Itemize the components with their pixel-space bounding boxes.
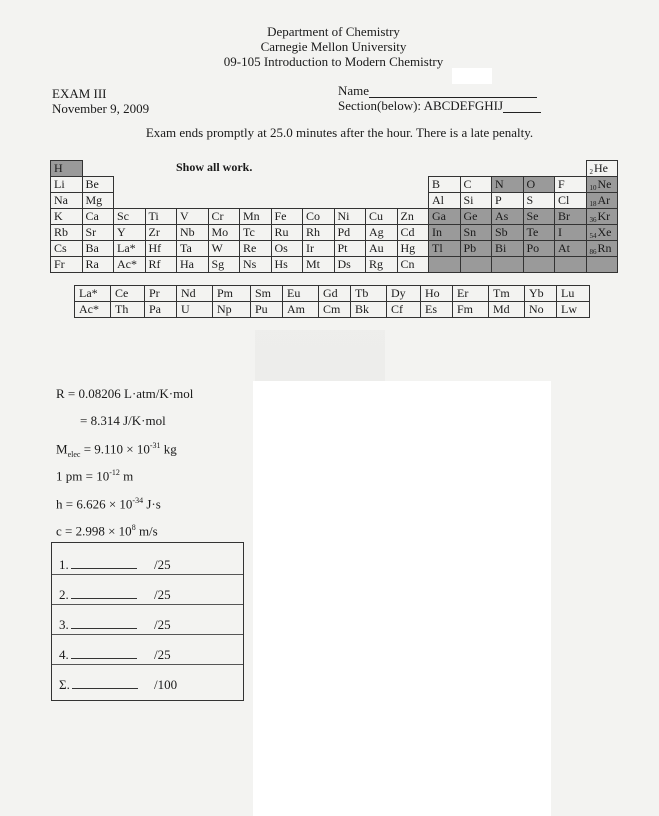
- student-info: [338, 83, 541, 113]
- element-symbol: Ga: [432, 209, 446, 223]
- name-field[interactable]: [369, 85, 537, 98]
- atomic-number: 36: [589, 216, 597, 224]
- element-cell: [554, 240, 587, 257]
- f-element-cell: Fm: [452, 301, 489, 318]
- speed-of-light: $c = 2.998 \times 10^8$ m/s: [56, 523, 158, 539]
- element-symbol: Nb: [180, 225, 195, 239]
- element-cell: [176, 224, 209, 241]
- element-cell: [50, 256, 83, 273]
- f-element-cell: Ce: [110, 285, 145, 302]
- element-symbol: Tc: [243, 225, 255, 239]
- element-symbol: Mg: [85, 193, 103, 207]
- f-element-cell: Er: [452, 285, 489, 302]
- element-cell: [145, 208, 178, 225]
- element-symbol: Y: [117, 225, 126, 239]
- element-cell: [271, 208, 304, 225]
- f-element-cell: Pr: [144, 285, 177, 302]
- element-cell: [491, 176, 524, 193]
- f-element-cell: Am: [282, 301, 319, 318]
- element-cell: [82, 240, 115, 257]
- element-cell: [554, 192, 587, 209]
- element-symbol: Mt: [306, 257, 321, 271]
- score-blank[interactable]: [72, 678, 138, 689]
- f-element-cell: Yb: [524, 285, 557, 302]
- department-line: Department of Chemistry: [267, 24, 400, 39]
- f-element-cell: Cm: [318, 301, 351, 318]
- element-cell: [586, 208, 619, 225]
- question-number: Σ.: [59, 677, 70, 692]
- element-cell: [460, 240, 493, 257]
- university-line: Carnegie Mellon University: [260, 39, 407, 54]
- element-cell: [82, 192, 115, 209]
- element-cell: [50, 160, 83, 177]
- element-symbol: Cu: [369, 209, 384, 223]
- element-cell: [302, 240, 335, 257]
- element-cell: [428, 176, 461, 193]
- element-cell: [460, 208, 493, 225]
- element-symbol: Bi: [495, 241, 507, 255]
- element-symbol: Mn: [243, 209, 260, 223]
- element-cell: [145, 224, 178, 241]
- element-symbol: Si: [463, 193, 474, 207]
- element-symbol: Hf: [148, 241, 162, 255]
- max-points: /25: [154, 557, 171, 572]
- element-cell: [208, 208, 241, 225]
- score-divider: [52, 664, 243, 665]
- f-element-cell: Pu: [250, 301, 283, 318]
- element-symbol: Rh: [306, 225, 321, 239]
- element-cell: [491, 256, 524, 273]
- element-symbol: Sb: [495, 225, 508, 239]
- f-element-cell: Dy: [386, 285, 421, 302]
- element-cell: [82, 176, 115, 193]
- element-cell: [586, 192, 619, 209]
- question-number: 3.: [59, 617, 69, 632]
- f-element-cell: Eu: [282, 285, 319, 302]
- element-symbol: Br: [558, 209, 570, 223]
- element-symbol: Rf: [148, 257, 161, 271]
- element-symbol: Pb: [463, 241, 477, 255]
- element-symbol: K: [54, 209, 63, 223]
- element-cell: [113, 208, 146, 225]
- element-symbol: B: [432, 177, 441, 191]
- element-symbol: Xe: [597, 225, 612, 239]
- element-symbol: Po: [526, 241, 540, 255]
- element-cell: [365, 240, 398, 257]
- element-symbol: I: [558, 225, 562, 239]
- element-cell: [334, 256, 367, 273]
- element-symbol: N: [495, 177, 504, 191]
- exam-info: [52, 86, 149, 116]
- element-symbol: Ti: [148, 209, 159, 223]
- element-symbol: H: [54, 161, 63, 175]
- f-element-cell: Lu: [556, 285, 590, 302]
- element-cell: [208, 240, 241, 257]
- element-symbol: Fr: [54, 257, 65, 271]
- f-element-cell: Gd: [318, 285, 351, 302]
- element-cell: [491, 224, 524, 241]
- element-cell: [491, 208, 524, 225]
- element-symbol: Ha: [180, 257, 194, 271]
- element-symbol: As: [495, 209, 509, 223]
- element-cell: [586, 160, 619, 177]
- blank-work-area: [253, 381, 551, 816]
- max-points: /25: [154, 647, 171, 662]
- element-cell: [523, 224, 556, 241]
- score-blank[interactable]: [71, 588, 137, 599]
- element-symbol: V: [180, 209, 189, 223]
- element-cell: [145, 256, 178, 273]
- element-symbol: Sn: [463, 225, 477, 239]
- element-symbol: Co: [306, 209, 321, 223]
- element-cell: [50, 176, 83, 193]
- atomic-number: 18: [589, 200, 597, 208]
- element-symbol: Hg: [400, 241, 416, 255]
- element-symbol: He: [594, 161, 608, 175]
- element-cell: [460, 256, 493, 273]
- element-symbol: Ge: [463, 209, 478, 223]
- element-cell: [50, 240, 83, 257]
- section-field[interactable]: [503, 100, 541, 113]
- element-symbol: Ca: [85, 209, 99, 223]
- element-cell: [397, 240, 430, 257]
- f-element-cell: Tb: [350, 285, 387, 302]
- element-symbol: Cs: [54, 241, 67, 255]
- element-cell: [176, 240, 209, 257]
- element-symbol: Be: [85, 177, 99, 191]
- f-element-cell: Cf: [386, 301, 421, 318]
- f-element-cell: Ac*: [74, 301, 111, 318]
- score-row: [59, 557, 137, 573]
- element-cell: [365, 208, 398, 225]
- element-cell: [113, 256, 146, 273]
- element-symbol: Kr: [597, 209, 611, 223]
- element-cell: [302, 208, 335, 225]
- element-symbol: Pt: [337, 241, 348, 255]
- question-number: 1.: [59, 557, 69, 572]
- f-element-cell: Tm: [488, 285, 525, 302]
- element-symbol: Zr: [148, 225, 160, 239]
- element-cell: [460, 176, 493, 193]
- element-cell: [428, 192, 461, 209]
- element-symbol: Ta: [180, 241, 192, 255]
- element-symbol: Ag: [369, 225, 384, 239]
- score-row: [59, 677, 138, 693]
- element-symbol: Li: [54, 177, 65, 191]
- gas-constant-joule: = 8.314 J/K·mol: [80, 413, 166, 428]
- element-symbol: F: [558, 177, 565, 191]
- max-points: /25: [154, 587, 171, 602]
- f-element-cell: Es: [420, 301, 453, 318]
- element-symbol: Pd: [337, 225, 351, 239]
- electron-mass: $M_{elec} = 9.110 \times 10^{-31}$ kg: [56, 441, 177, 459]
- question-number: 4.: [59, 647, 69, 662]
- course-line: 09-105 Introduction to Modern Chemistry: [223, 54, 444, 69]
- element-symbol: Ne: [597, 177, 612, 191]
- element-cell: [428, 224, 461, 241]
- element-cell: [523, 208, 556, 225]
- element-cell: [302, 256, 335, 273]
- element-cell: [586, 240, 619, 257]
- score-divider: [52, 604, 243, 605]
- f-element-cell: Sm: [250, 285, 283, 302]
- element-symbol: Zn: [400, 209, 414, 223]
- name-label: Name: [338, 83, 370, 98]
- element-symbol: Sr: [85, 225, 97, 239]
- f-element-cell: Md: [488, 301, 525, 318]
- element-symbol: O: [526, 177, 536, 191]
- element-cell: [50, 224, 83, 241]
- element-cell: [586, 176, 619, 193]
- atomic-number: 2: [589, 168, 593, 176]
- element-cell: [554, 256, 587, 273]
- element-cell: [365, 256, 398, 273]
- element-cell: [523, 192, 556, 209]
- element-symbol: Ac*: [117, 257, 137, 271]
- atomic-number: 86: [589, 248, 597, 256]
- element-symbol: Rn: [597, 241, 612, 255]
- element-cell: [334, 224, 367, 241]
- section-label: Section(below): ABCDEFGHIJ: [338, 98, 504, 113]
- element-cell: [428, 256, 461, 273]
- element-symbol: Ir: [306, 241, 314, 255]
- element-symbol: Cd: [400, 225, 415, 239]
- element-cell: [113, 240, 146, 257]
- element-cell: [523, 256, 556, 273]
- f-element-cell: Nd: [176, 285, 213, 302]
- element-symbol: Sc: [117, 209, 129, 223]
- element-cell: [428, 240, 461, 257]
- max-points: /100: [154, 677, 178, 692]
- element-symbol: Ns: [243, 257, 257, 271]
- element-cell: [365, 224, 398, 241]
- element-cell: [271, 256, 304, 273]
- element-symbol: Ni: [337, 209, 350, 223]
- element-symbol: Os: [274, 241, 288, 255]
- element-symbol: Rb: [54, 225, 69, 239]
- element-symbol: Cn: [400, 257, 415, 271]
- element-symbol: Fe: [274, 209, 287, 223]
- element-symbol: Re: [243, 241, 257, 255]
- element-cell: [302, 224, 335, 241]
- element-symbol: Ra: [85, 257, 99, 271]
- element-cell: [460, 192, 493, 209]
- element-symbol: In: [432, 225, 442, 239]
- element-cell: [176, 208, 209, 225]
- element-symbol: W: [211, 241, 223, 255]
- score-row: [59, 647, 137, 663]
- element-symbol: Na: [54, 193, 68, 207]
- element-symbol: Rg: [369, 257, 384, 271]
- exam-notice: Exam ends promptly at 25.0 minutes after the hour. There is a late penalty.: [145, 125, 534, 140]
- score-row: [59, 587, 137, 603]
- element-cell: [334, 208, 367, 225]
- element-cell: [460, 224, 493, 241]
- f-element-cell: Ho: [420, 285, 453, 302]
- element-symbol: Au: [369, 241, 384, 255]
- element-symbol: Cr: [211, 209, 224, 223]
- element-cell: [491, 240, 524, 257]
- element-symbol: Ba: [85, 241, 99, 255]
- element-cell: [208, 224, 241, 241]
- max-points: /25: [154, 617, 171, 632]
- document-header: [0, 24, 659, 69]
- element-symbol: Cl: [558, 193, 570, 207]
- element-cell: [113, 224, 146, 241]
- periodic-table: [50, 160, 617, 272]
- element-cell: [586, 224, 619, 241]
- atomic-number: 10: [589, 184, 597, 192]
- f-element-cell: No: [524, 301, 557, 318]
- element-symbol: S: [526, 193, 534, 207]
- question-number: 2.: [59, 587, 69, 602]
- f-element-cell: Lw: [556, 301, 590, 318]
- element-cell: [239, 256, 272, 273]
- f-element-cell: Pm: [212, 285, 251, 302]
- element-cell: [523, 176, 556, 193]
- element-cell: [554, 176, 587, 193]
- element-cell: [554, 224, 587, 241]
- element-symbol: Se: [526, 209, 539, 223]
- element-cell: [271, 240, 304, 257]
- score-divider: [52, 574, 243, 575]
- element-cell: [239, 240, 272, 257]
- exam-title: EXAM III: [52, 86, 107, 101]
- redaction-patch: [452, 68, 492, 84]
- f-element-cell: Bk: [350, 301, 387, 318]
- score-box: [51, 542, 244, 701]
- planck-constant: $h = 6.626 \times 10^{-34}$ J·s: [56, 496, 161, 512]
- f-element-cell: Np: [212, 301, 251, 318]
- element-cell: [397, 208, 430, 225]
- element-cell: [523, 240, 556, 257]
- element-symbol: Ru: [274, 225, 289, 239]
- atomic-number: 54: [589, 232, 597, 240]
- show-work-instruction: Show all work.: [176, 160, 253, 174]
- element-cell: [397, 224, 430, 241]
- element-symbol: Ds: [337, 257, 351, 271]
- element-cell: [334, 240, 367, 257]
- element-cell: [82, 208, 115, 225]
- score-blank[interactable]: [71, 648, 137, 659]
- element-cell: [82, 224, 115, 241]
- element-cell: [239, 208, 272, 225]
- element-symbol: Al: [432, 193, 444, 207]
- score-divider: [52, 634, 243, 635]
- element-symbol: C: [463, 177, 472, 191]
- element-cell: [50, 208, 83, 225]
- gas-constant-atm: R = 0.08206 L·atm/K·mol: [56, 386, 194, 401]
- f-element-cell: La*: [74, 285, 111, 302]
- element-symbol: Te: [526, 225, 539, 239]
- element-cell: [586, 256, 619, 273]
- f-element-cell: U: [176, 301, 213, 318]
- element-cell: [82, 256, 115, 273]
- element-cell: [554, 208, 587, 225]
- score-blank[interactable]: [71, 558, 137, 569]
- element-symbol: Hs: [274, 257, 288, 271]
- element-cell: [397, 256, 430, 273]
- exam-date: November 9, 2009: [52, 101, 150, 116]
- element-cell: [239, 224, 272, 241]
- element-cell: [176, 256, 209, 273]
- element-symbol: Mo: [211, 225, 229, 239]
- element-symbol: At: [558, 241, 570, 255]
- element-cell: [208, 256, 241, 273]
- element-cell: [491, 192, 524, 209]
- element-cell: [50, 192, 83, 209]
- element-symbol: Tl: [432, 241, 443, 255]
- element-cell: [428, 208, 461, 225]
- element-cell: [145, 240, 178, 257]
- element-cell: [271, 224, 304, 241]
- element-symbol: P: [495, 193, 502, 207]
- element-symbol: Ar: [597, 193, 611, 207]
- f-block-table: [74, 285, 595, 319]
- f-element-cell: Pa: [144, 301, 177, 318]
- score-blank[interactable]: [71, 618, 137, 629]
- f-element-cell: Th: [110, 301, 145, 318]
- picometer: 1 pm = $10^{-12}$ m: [56, 468, 134, 484]
- element-symbol: La*: [117, 241, 136, 255]
- score-row: [59, 617, 137, 633]
- element-symbol: Sg: [211, 257, 225, 271]
